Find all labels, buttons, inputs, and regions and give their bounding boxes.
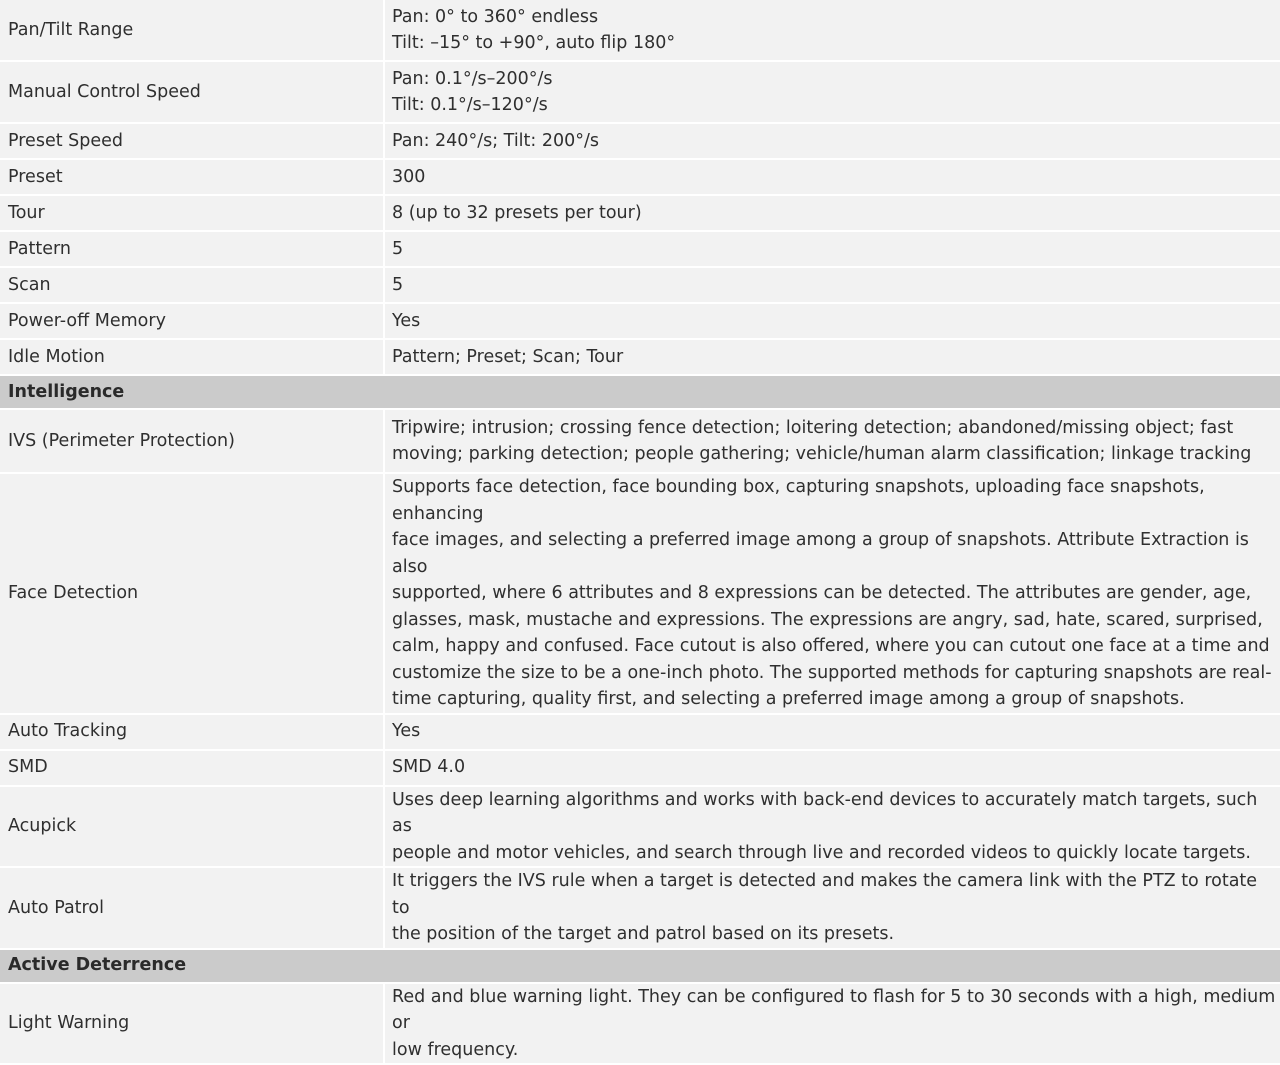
row-value: 300 xyxy=(385,160,1280,196)
row-value: Uses deep learning algorithms and works with back-end devices to accurately match targets, such as people and motor vehicles, and search through live and recorded videos to quickly locate targets. xyxy=(385,787,1280,869)
row-value: Red and blue warning light. They can be configured to flash for 5 to 30 seconds with a high, medium or low frequency. xyxy=(385,984,1280,1065)
row-value: Yes xyxy=(385,715,1280,751)
row-label: Face Detection xyxy=(0,474,385,715)
row-value: 5 xyxy=(385,268,1280,304)
row-label: Idle Motion xyxy=(0,340,385,376)
table-row xyxy=(0,304,1280,340)
row-value: SMD 4.0 xyxy=(385,751,1280,787)
row-label: Manual Control Speed xyxy=(0,62,385,124)
table-row xyxy=(0,268,1280,304)
row-label: Light Warning xyxy=(0,984,385,1065)
table-row xyxy=(0,787,1280,869)
table-row xyxy=(0,62,1280,124)
row-value: Pan: 0° to 360° endless Tilt: –15° to +90°, auto flip 180° xyxy=(385,0,1280,62)
row-label: SMD xyxy=(0,751,385,787)
table-row xyxy=(0,984,1280,1065)
row-label: Acupick xyxy=(0,787,385,869)
section-title: Active Deterrence xyxy=(0,950,1280,984)
row-value: Supports face detection, face bounding box, capturing snapshots, uploading face snapshots, enhancing face images, and selecting a preferred image among a group of snapshots. Attribute Extraction is also supported, where 6 attributes and 8 expressions can be detected. The attributes are gender, age, glasses, mask, mustache and expressions. The expressions are angry, sad, hate, scared, surprised, calm, happy and confused. Face cutout is also offered, where you can cutout one face at a time and customize the size to be a one-inch photo. The supported methods for capturing snapshots are real- time capturing, quality first, and selecting a preferred image among a group of snapshots. xyxy=(385,474,1280,715)
row-value: Tripwire; intrusion; crossing fence detection; loitering detection; abandoned/missing object; fast moving; parking detection; people gathering; vehicle/human alarm classification; linkage tracking xyxy=(385,410,1280,474)
row-value: 8 (up to 32 presets per tour) xyxy=(385,196,1280,232)
row-label: Preset Speed xyxy=(0,124,385,160)
row-label: Tour xyxy=(0,196,385,232)
row-value: Pattern; Preset; Scan; Tour xyxy=(385,340,1280,376)
table-row xyxy=(0,160,1280,196)
section-header-active-deterrence xyxy=(0,950,1280,984)
section-title: Intelligence xyxy=(0,376,1280,410)
table-row xyxy=(0,715,1280,751)
row-label: Scan xyxy=(0,268,385,304)
section-header-intelligence xyxy=(0,376,1280,410)
row-label: Auto Tracking xyxy=(0,715,385,751)
table-row xyxy=(0,340,1280,376)
row-label: Auto Patrol xyxy=(0,868,385,950)
row-label: Power-off Memory xyxy=(0,304,385,340)
row-label: Pan/Tilt Range xyxy=(0,0,385,62)
row-label: IVS (Perimeter Protection) xyxy=(0,410,385,474)
row-value: 5 xyxy=(385,232,1280,268)
row-value: Pan: 240°/s; Tilt: 200°/s xyxy=(385,124,1280,160)
row-value: It triggers the IVS rule when a target is detected and makes the camera link with the PTZ to rotate to the position of the target and patrol based on its presets. xyxy=(385,868,1280,950)
table-row xyxy=(0,474,1280,715)
table-row xyxy=(0,410,1280,474)
row-value: Yes xyxy=(385,304,1280,340)
table-row xyxy=(0,232,1280,268)
table-row xyxy=(0,124,1280,160)
row-label: Pattern xyxy=(0,232,385,268)
table-row xyxy=(0,196,1280,232)
row-label: Preset xyxy=(0,160,385,196)
row-value: Pan: 0.1°/s–200°/s Tilt: 0.1°/s–120°/s xyxy=(385,62,1280,124)
table-row xyxy=(0,751,1280,787)
table-row xyxy=(0,0,1280,62)
table-row xyxy=(0,868,1280,950)
